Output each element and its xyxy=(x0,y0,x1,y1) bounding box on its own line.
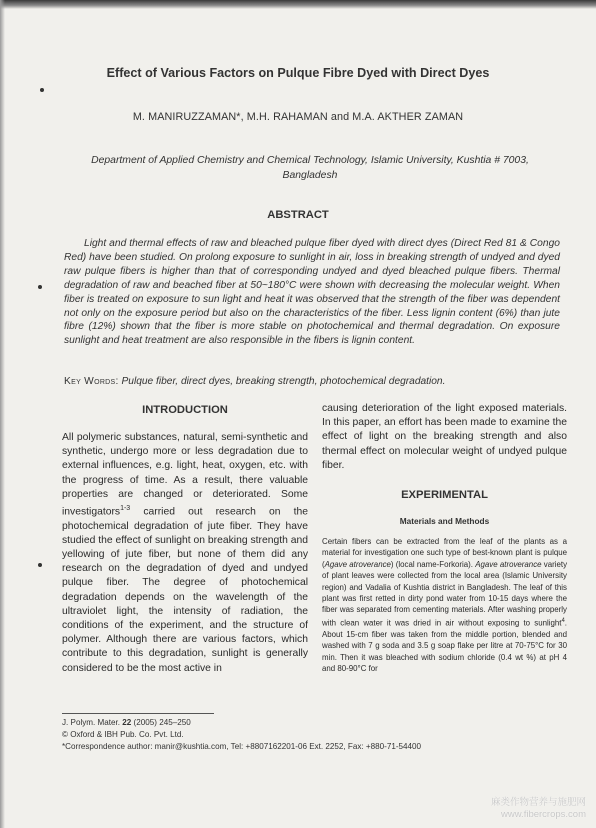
species-name: Agave atroverance xyxy=(324,559,391,569)
abstract-text: Light and thermal effects of raw and bleached pulque fiber dyed with direct dyes (Direct Red 81 & Congo Red) have been studied. On prolong exposure to sunlight in air, loss in breaking strength of undyed and dyed raw pulque fibers is higher than that of corresponding undyed and dyed bleached pulque fibers. Thermal degradation of raw and beached fiber at 50~180°C were shown with decreasing the molecular weight. When fiber is treated on exposure to sun light and heat it was observed that the strength of the fiber was dependent not only on the exposure period but also on the characteristics of the fiber. Less lignin content (6%) than jute fibre (12%) shown that the fiber is more stable on photochemical and thermal degradation. On exposure sunlight and heat treatment are also responsible in the fibers is lignin content. xyxy=(64,238,560,347)
experimental-heading: EXPERIMENTAL xyxy=(401,489,488,501)
scan-top-edge xyxy=(0,0,596,9)
journal-volume: 22 xyxy=(122,718,132,727)
scan-speck xyxy=(40,88,44,92)
copyright-line: © Oxford & IBH Pub. Co. Pvt. Ltd. xyxy=(62,730,184,739)
affiliation-line: Department of Applied Chemistry and Chemical Technology, Islamic University, Kushtia # 7003, xyxy=(91,155,529,166)
site-watermark xyxy=(491,797,586,821)
author-list: M. MANIRUZZAMAN*, M.H. RAHAMAN and M.A. AKTHER ZAMAN xyxy=(132,111,464,123)
introduction-body xyxy=(62,431,308,676)
keywords-text: Pulque fiber, direct dyes, breaking strength, photochemical degradation. xyxy=(121,376,446,387)
watermark-url: www.fibercrops.com xyxy=(501,809,586,820)
keywords-label: Key Words: xyxy=(64,376,119,387)
methods-text: ) (local name-Forkoria). xyxy=(390,559,476,569)
column2-text: causing deterioration of the light exposed materials. In this paper, an effort has been made to examine the effect of light on the breaking strength and also thermal effect on molecular weight of undyed pulque fiber. xyxy=(322,403,567,471)
introduction-heading: INTRODUCTION xyxy=(142,404,228,416)
footnote-rule xyxy=(62,713,214,714)
intro-text: All polymeric substances, natural, semi-synthetic and synthetic, undergo more or less degradation due to external influences, e.g. light, heat, oxygen, etc. with the progress of time. As a result, there valuable properties are changed or deteriorated. Some investigators xyxy=(62,432,308,518)
methods-text: . About 15-cm fiber was taken from the middle portion, blended and washed with 7 g soda and 3.5 g soap flake per litre at 70-75°C for 30 min. Then it was bleached with sodium chloride (0.4 wt %) at pH 4 and 80-90°C for xyxy=(322,618,567,674)
column2-paragraph xyxy=(322,402,567,473)
scan-speck xyxy=(38,285,42,289)
methods-text: variety of plant leaves were collected from the local area (Islamic University region) and Vadalia of Kushtia district in Bangladesh. The leaf of this plant was first retted in dirty pond water from 10-15 days where the fiber was separated from cementing materials. After washing properly with clean water it was dried in air without exposing to sunlight xyxy=(322,559,568,628)
citation-superscript: 4 xyxy=(561,617,565,624)
species-name: Agave atroverance xyxy=(475,559,542,569)
citation-superscript: 1-3 xyxy=(120,505,131,513)
watermark-cn: 麻类作物营养与施肥网 xyxy=(490,797,586,808)
methods-body xyxy=(322,536,567,675)
intro-text-cont: carried out research on the photochemical degradation of jute fiber. They have studied the effect of sunlight on breaking strength and yellowing of jute fiber, but none of them did any research on the degradation of dyed and undyed pulque fiber. The degree of photochemical degradation depends on the wavelength of the ultraviolet light, the intensity of radiation, the conditions of the experiment, and the structure of polymer. Although there are various factors, which contribute to this degradation, sunlight is generally considered to be the most active in xyxy=(62,506,308,674)
correspondence-line: *Correspondence author: manir@kushtia.com, Tel: +8807162201-06 Ext. 2252, Fax: +880-71-54400 xyxy=(62,742,422,751)
scan-speck xyxy=(38,563,42,567)
abstract-heading: ABSTRACT xyxy=(267,209,329,221)
journal-citation xyxy=(62,718,191,727)
journal-name: J. Polym. Mater. xyxy=(62,718,123,727)
materials-heading: Materials and Methods xyxy=(399,516,490,526)
journal-pages: (2005) 245–250 xyxy=(131,718,191,727)
scan-left-edge xyxy=(0,0,5,828)
methods-text: Certain fibers can be extracted from the leaf of the plants as a material for investigation one such type of best-known plant is pulque ( xyxy=(322,537,567,569)
keywords xyxy=(64,376,564,387)
paper-title: Effect of Various Factors on Pulque Fibre Dyed with Direct Dyes xyxy=(106,66,490,80)
affiliation xyxy=(60,153,560,183)
affiliation-country: Bangladesh xyxy=(282,170,338,181)
